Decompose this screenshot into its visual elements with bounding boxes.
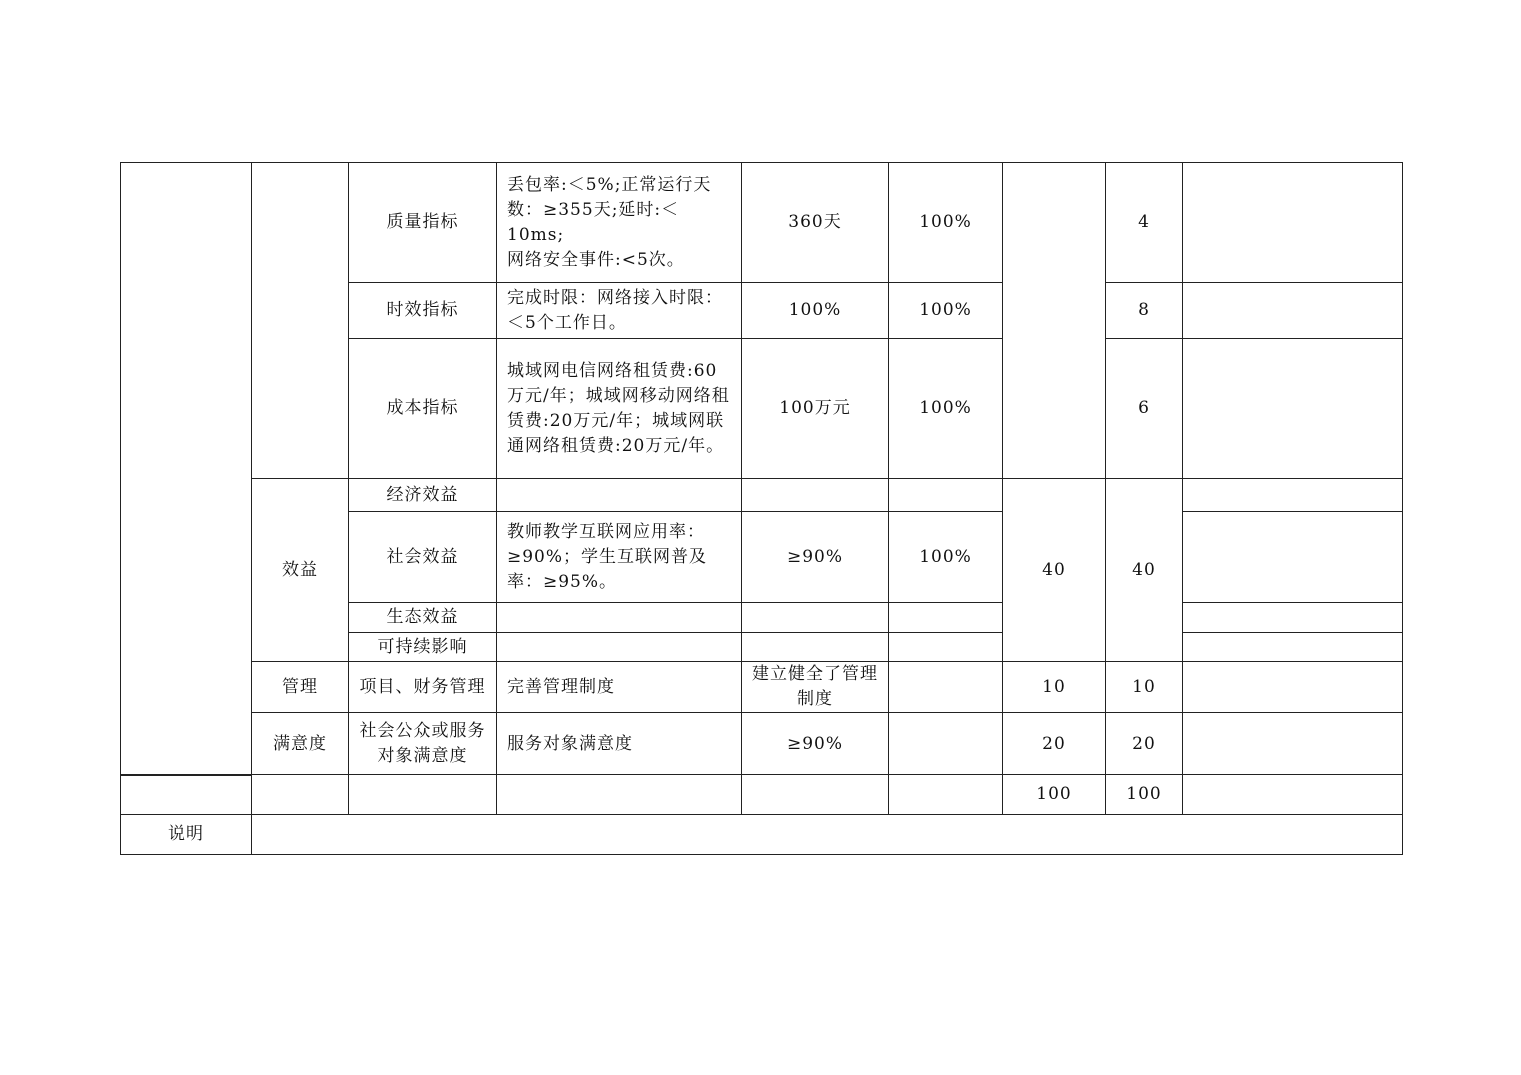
weight-management: 10 bbox=[1003, 662, 1106, 713]
summary-table bbox=[120, 774, 1403, 855]
completion-rate-sustainable bbox=[889, 633, 1003, 662]
table-row-management bbox=[121, 662, 1403, 713]
completion-rate-quality: 100% bbox=[889, 163, 1003, 283]
table-row-economic-benefit bbox=[121, 479, 1403, 512]
completion-rate-timeliness: 100% bbox=[889, 283, 1003, 339]
performance-evaluation-table bbox=[120, 162, 1403, 776]
score-management: 10 bbox=[1106, 662, 1183, 713]
actual-value-quality: 360天 bbox=[742, 163, 889, 283]
remark-sustainable bbox=[1183, 633, 1403, 662]
benefit-category-cell: 效益 bbox=[252, 479, 349, 662]
first-level-indicator-cell bbox=[121, 163, 252, 776]
actual-value-sustainable bbox=[742, 633, 889, 662]
total-score: 100 bbox=[1106, 775, 1183, 815]
total-empty-cell bbox=[349, 775, 497, 815]
table-row-note bbox=[121, 815, 1403, 855]
indicator-timeliness: 时效指标 bbox=[349, 283, 497, 339]
total-empty-cell bbox=[497, 775, 742, 815]
remark-management bbox=[1183, 662, 1403, 713]
indicator-content-sustainable bbox=[497, 633, 742, 662]
indicator-cost: 成本指标 bbox=[349, 339, 497, 479]
output-category-cell bbox=[252, 163, 349, 479]
weight-satisfaction: 20 bbox=[1003, 713, 1106, 776]
total-weight: 100 bbox=[1003, 775, 1106, 815]
actual-value-economic bbox=[742, 479, 889, 512]
output-weight-cell bbox=[1003, 163, 1106, 479]
score-satisfaction: 20 bbox=[1106, 713, 1183, 776]
remark-cost bbox=[1183, 339, 1403, 479]
indicator-content-economic bbox=[497, 479, 742, 512]
indicator-economic-benefit: 经济效益 bbox=[349, 479, 497, 512]
total-empty-cell bbox=[889, 775, 1003, 815]
benefit-weight-cell: 40 bbox=[1003, 479, 1106, 662]
actual-value-ecological bbox=[742, 603, 889, 633]
indicator-content-cost: 城域网电信网络租赁费:60万元/年；城域网移动网络租赁费:20万元/年；城域网联通网络租赁费:20万元/年。 bbox=[497, 339, 742, 479]
indicator-quality: 质量指标 bbox=[349, 163, 497, 283]
total-remark-cell bbox=[1183, 775, 1403, 815]
remark-social bbox=[1183, 512, 1403, 603]
indicator-content-social: 教师教学互联网应用率：≥90%；学生互联网普及率：≥95%。 bbox=[497, 512, 742, 603]
indicator-content-quality: 丢包率:＜5%;正常运行天数：≥355天;延时:＜10ms; 网络安全事件:<5次。 bbox=[497, 163, 742, 283]
indicator-content-ecological bbox=[497, 603, 742, 633]
remark-timeliness bbox=[1183, 283, 1403, 339]
completion-rate-economic bbox=[889, 479, 1003, 512]
indicator-management: 项目、财务管理 bbox=[349, 662, 497, 713]
management-category-cell: 管理 bbox=[252, 662, 349, 713]
table-row-quality bbox=[121, 163, 1403, 283]
actual-value-social: ≥90% bbox=[742, 512, 889, 603]
completion-rate-ecological bbox=[889, 603, 1003, 633]
satisfaction-category-cell: 满意度 bbox=[252, 713, 349, 776]
score-timeliness: 8 bbox=[1106, 283, 1183, 339]
actual-value-management: 建立健全了管理制度 bbox=[742, 662, 889, 713]
total-empty-cell bbox=[252, 775, 349, 815]
completion-rate-cost: 100% bbox=[889, 339, 1003, 479]
table-row-total bbox=[121, 775, 1403, 815]
score-quality: 4 bbox=[1106, 163, 1183, 283]
actual-value-satisfaction: ≥90% bbox=[742, 713, 889, 776]
remark-economic bbox=[1183, 479, 1403, 512]
remark-satisfaction bbox=[1183, 713, 1403, 776]
table-row-satisfaction bbox=[121, 713, 1403, 776]
actual-value-timeliness: 100% bbox=[742, 283, 889, 339]
note-value bbox=[252, 815, 1403, 855]
score-cost: 6 bbox=[1106, 339, 1183, 479]
indicator-sustainable-impact: 可持续影响 bbox=[349, 633, 497, 662]
benefit-score-cell: 40 bbox=[1106, 479, 1183, 662]
remark-quality bbox=[1183, 163, 1403, 283]
completion-rate-satisfaction bbox=[889, 713, 1003, 776]
completion-rate-social: 100% bbox=[889, 512, 1003, 603]
note-label: 说明 bbox=[121, 815, 252, 855]
indicator-social-benefit: 社会效益 bbox=[349, 512, 497, 603]
actual-value-cost: 100万元 bbox=[742, 339, 889, 479]
remark-ecological bbox=[1183, 603, 1403, 633]
indicator-ecological-benefit: 生态效益 bbox=[349, 603, 497, 633]
indicator-satisfaction: 社会公众或服务对象满意度 bbox=[349, 713, 497, 776]
total-empty-cell bbox=[742, 775, 889, 815]
indicator-content-timeliness: 完成时限：网络接入时限：＜5个工作日。 bbox=[497, 283, 742, 339]
total-label-cell bbox=[121, 775, 252, 815]
indicator-content-satisfaction: 服务对象满意度 bbox=[497, 713, 742, 776]
indicator-content-management: 完善管理制度 bbox=[497, 662, 742, 713]
completion-rate-management bbox=[889, 662, 1003, 713]
